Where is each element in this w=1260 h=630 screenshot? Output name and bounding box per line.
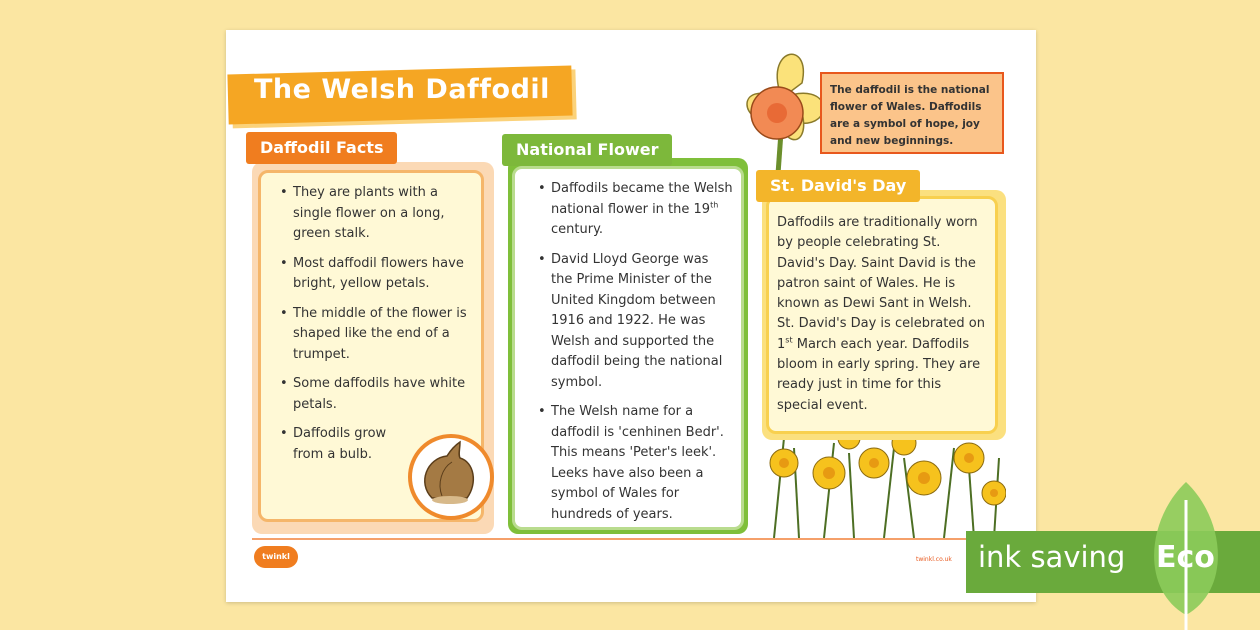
- facts-heading: Daffodil Facts: [246, 132, 397, 164]
- footer-url: twinkl.co.uk: [916, 556, 952, 563]
- bulb-image: [408, 434, 494, 520]
- national-panel: [512, 166, 744, 530]
- national-list: [537, 179, 733, 525]
- list-item: • Most daffodil flowers have bright, yellow petals.: [293, 254, 471, 295]
- national-heading: National Flower: [502, 134, 672, 166]
- list-item: • The Welsh name for a daffodil is 'cenhinen Bedr'. This means 'Peter's leek'. Leeks have also been a symbol of Wales for hundreds of years.: [551, 402, 733, 525]
- list-item: • Daffodils grow from a bulb.: [293, 424, 403, 465]
- eco-badge-label: Eco: [1156, 540, 1215, 575]
- footer-divider: [252, 538, 1006, 540]
- twinkl-logo: twinkl: [254, 546, 298, 568]
- list-item: • The middle of the flower is shaped like the end of a trumpet.: [293, 304, 471, 366]
- poster-sheet: [226, 30, 1036, 602]
- list-item: • Daffodils became the Welsh national flower in the 19th century.: [551, 179, 733, 241]
- page-title: The Welsh Daffodil: [254, 74, 550, 105]
- stdavid-heading: St. David's Day: [756, 170, 920, 202]
- list-item: • They are plants with a single flower on a long, green stalk.: [293, 183, 471, 245]
- stdavid-panel: Daffodils are traditionally worn by people celebrating St. David's Day. Saint David is the patron saint of Wales. He is known as Dewi Sant in Welsh. St. David's Day is celebrated on 1st March each year. Daffodils bloom in early spring. They are ready just in time for this special event.: [766, 196, 998, 434]
- callout-box: The daffodil is the national flower of Wales. Daffodils are a symbol of hope, joy and new beginnings.: [820, 72, 1004, 154]
- facts-list: [279, 183, 471, 465]
- list-item: • Some daffodils have white petals.: [293, 374, 471, 415]
- bulb-icon: [412, 438, 490, 516]
- list-item: • David Lloyd George was the Prime Minister of the United Kingdom between 1916 and 1922. He was Welsh and supported the daffodil being the national symbol.: [551, 250, 733, 394]
- eco-badge-text: ink saving: [978, 540, 1126, 574]
